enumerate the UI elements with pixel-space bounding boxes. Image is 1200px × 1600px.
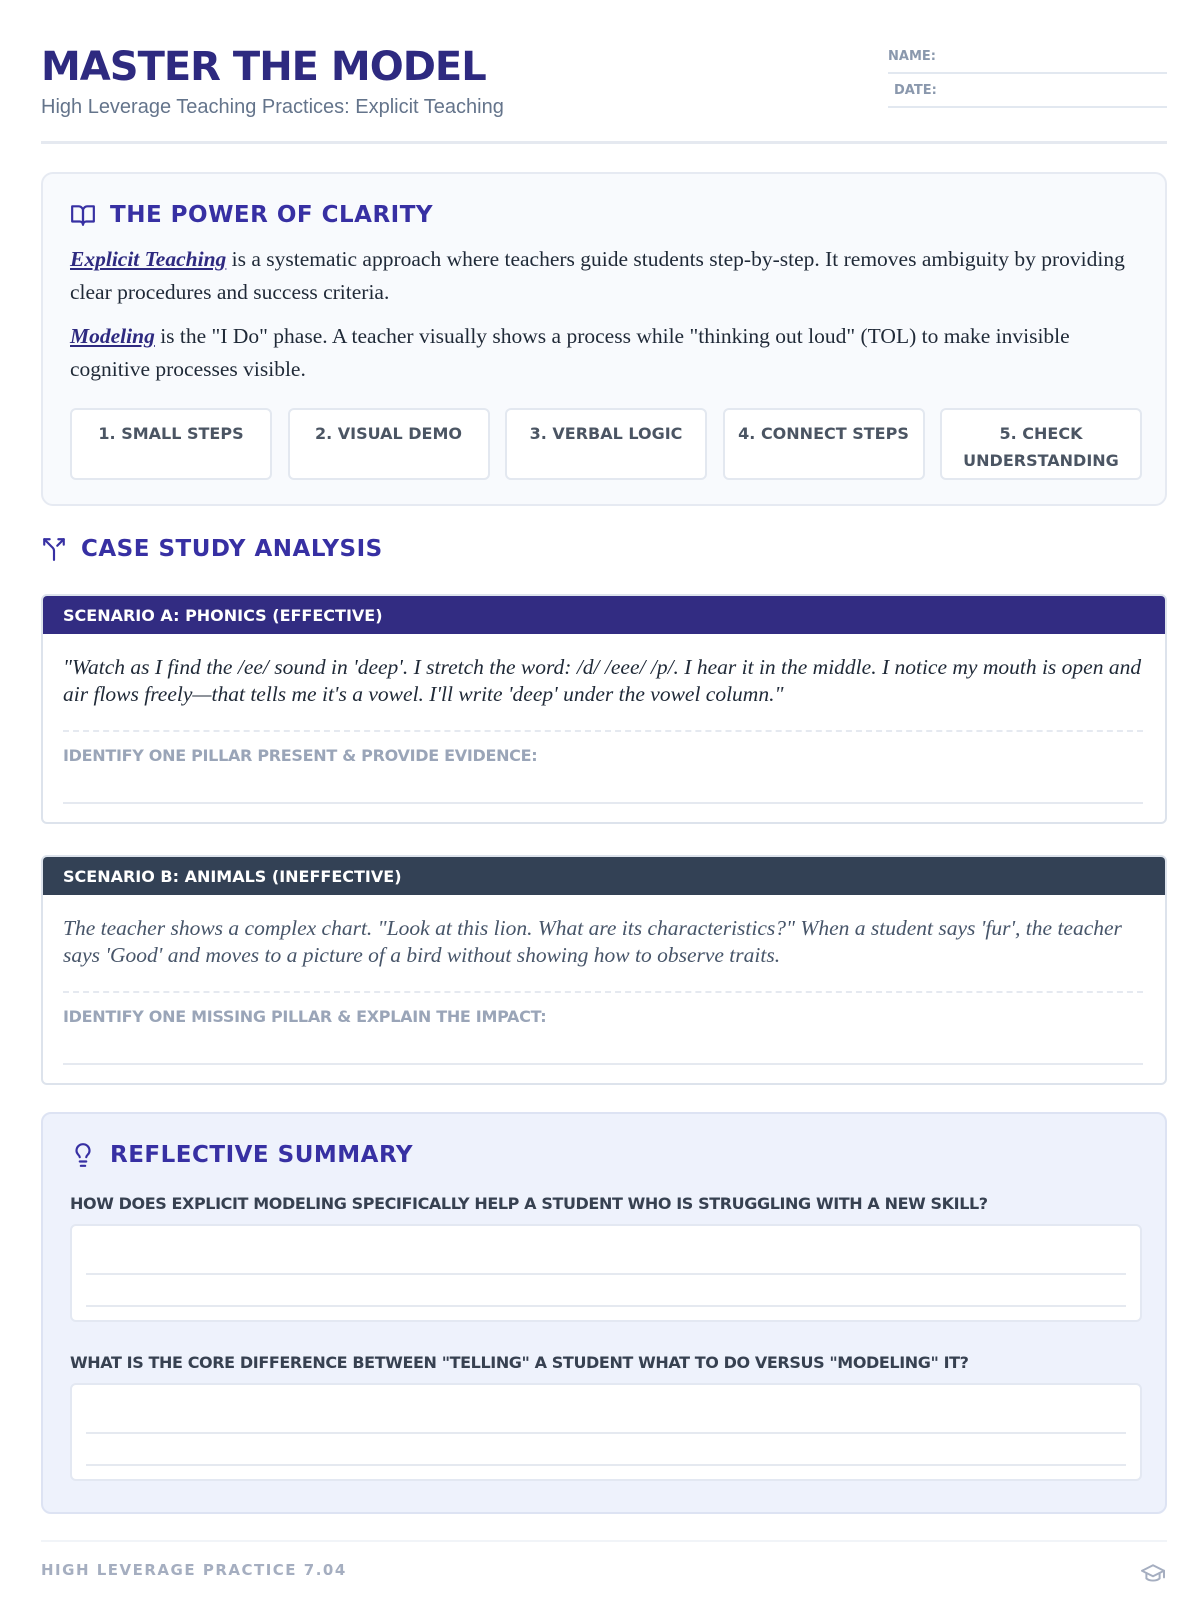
modeling-term: Modeling <box>70 324 155 348</box>
scenario-b-card <box>41 855 1167 1085</box>
clarity-heading-row <box>70 202 433 228</box>
question-1-label: HOW DOES EXPLICIT MODELING SPECIFICALLY HELP A STUDENT WHO IS STRUGGLING WITH A NEW SKILL? <box>70 1194 988 1213</box>
reflective-summary-section <box>41 1112 1167 1514</box>
scenario-a-answer-line[interactable] <box>63 802 1143 804</box>
scenario-b-prompt: IDENTIFY ONE MISSING PILLAR & EXPLAIN THE IMPACT: <box>63 1007 547 1026</box>
graduation-cap-icon <box>1139 1562 1167 1584</box>
scenario-b-quote: The teacher shows a complex chart. "Look at this lion. What are its characteristics?" When a student says 'fur', the teacher says 'Good' and moves to a picture of a bird without showing how to observe traits. <box>63 916 1122 967</box>
name-field[interactable] <box>888 40 1167 74</box>
scenario-a-divider <box>63 730 1143 732</box>
answer-line <box>86 1273 1126 1275</box>
answer-line <box>86 1305 1126 1307</box>
student-fields <box>888 40 1167 108</box>
case-study-heading-row <box>41 536 383 562</box>
name-label: NAME: <box>888 48 936 64</box>
split-arrow-icon <box>41 536 67 562</box>
footer-divider <box>41 1540 1167 1542</box>
reflective-heading: REFLECTIVE SUMMARY <box>110 1142 414 1168</box>
scenario-a-card <box>41 594 1167 824</box>
clarity-heading: THE POWER OF CLARITY <box>110 202 434 228</box>
question-1-answer-box[interactable] <box>70 1224 1142 1322</box>
reflective-heading-row <box>70 1142 413 1168</box>
case-study-heading: CASE STUDY ANALYSIS <box>81 536 383 562</box>
worksheet-page <box>41 0 1167 1579</box>
footer-text: HIGH LEVERAGE PRACTICE 7.04 <box>41 1561 347 1579</box>
date-field[interactable] <box>888 74 1167 108</box>
explicit-teaching-term: Explicit Teaching <box>70 247 227 271</box>
pillar-visual-demo: 2. VISUAL DEMO <box>288 408 490 480</box>
question-2-label: WHAT IS THE CORE DIFFERENCE BETWEEN "TELLING" A STUDENT WHAT TO DO VERSUS "MODELING" IT? <box>70 1353 969 1372</box>
scenario-a-prompt: IDENTIFY ONE PILLAR PRESENT & PROVIDE EVIDENCE: <box>63 746 538 765</box>
answer-line <box>86 1464 1126 1466</box>
book-open-icon <box>70 202 96 228</box>
pillars-row <box>70 408 1142 480</box>
date-label: DATE: <box>894 82 937 98</box>
scenario-b-divider <box>63 991 1143 993</box>
pillar-check-understanding: 5. CHECK UNDERSTANDING <box>940 408 1142 480</box>
modeling-definition: Modeling is the "I Do" phase. A teacher visually shows a process while "thinking out loud" (TOL) to make invisible cognitive processes visible. <box>70 324 1070 381</box>
header <box>41 0 1167 144</box>
question-2-answer-box[interactable] <box>70 1383 1142 1481</box>
scenario-a-title: SCENARIO A: PHONICS (EFFECTIVE) <box>43 596 1165 634</box>
scenario-b-title: SCENARIO B: ANIMALS (INEFFECTIVE) <box>43 857 1165 895</box>
pillar-small-steps: 1. SMALL STEPS <box>70 408 272 480</box>
answer-line <box>86 1432 1126 1434</box>
scenario-b-answer-line[interactable] <box>63 1063 1143 1065</box>
pillar-connect-steps: 4. CONNECT STEPS <box>723 408 925 480</box>
page-title: MASTER THE MODEL <box>41 44 486 90</box>
explicit-teaching-definition: Explicit Teaching is a systematic approach where teachers guide students step-by-step. It removes ambiguity by providing clear procedures and success criteria. <box>70 247 1125 304</box>
scenario-a-quote: "Watch as I find the /ee/ sound in 'deep'. I stretch the word: /d/ /eee/ /p/. I hear it in the middle. I notice my mouth is open and air flows freely—that tells me it's a vowel. I'll write 'deep' under the vowel column." <box>63 655 1142 706</box>
power-of-clarity-section <box>41 172 1167 506</box>
pillar-verbal-logic: 3. VERBAL LOGIC <box>505 408 707 480</box>
lightbulb-icon <box>70 1142 96 1168</box>
page-subtitle: High Leverage Teaching Practices: Explicit Teaching <box>41 96 504 118</box>
